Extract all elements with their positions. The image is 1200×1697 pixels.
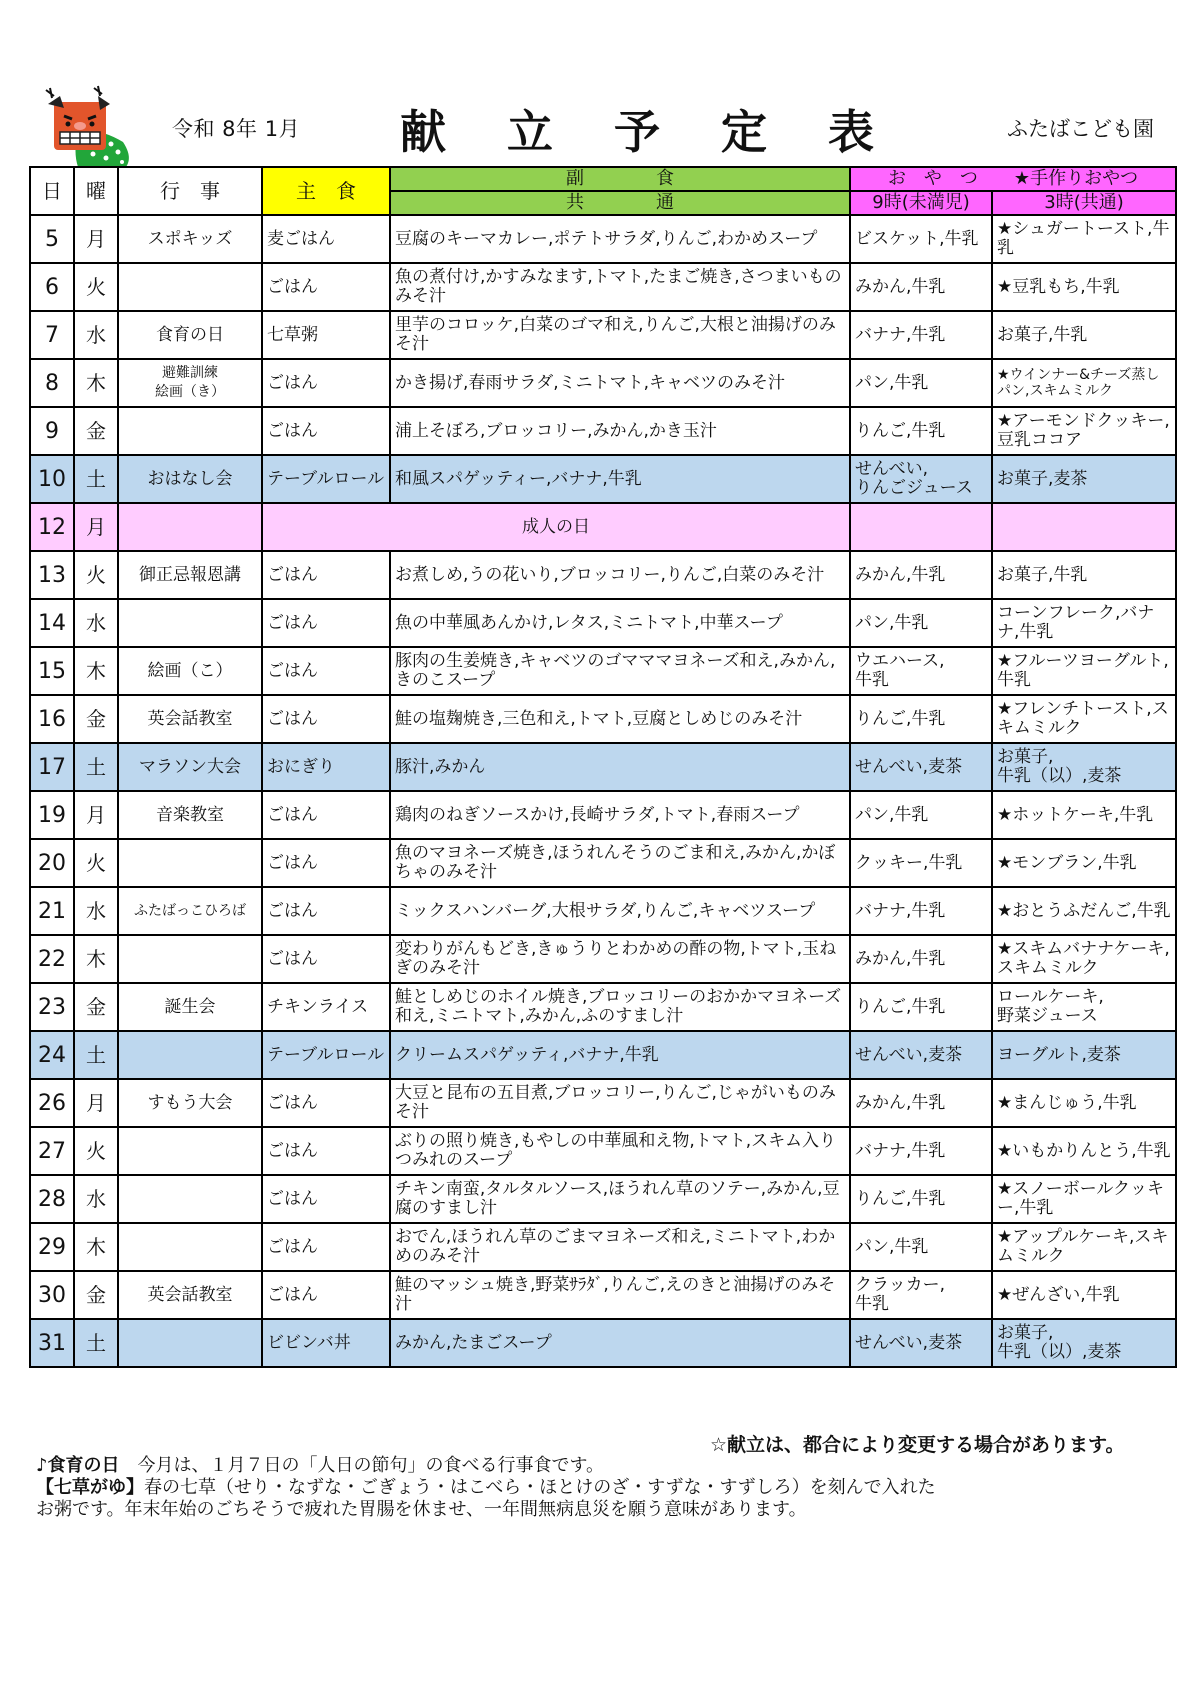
snack-3pm-cell: ★ウインナー&チーズ蒸しパン,スキムミルク xyxy=(992,359,1176,407)
table-row xyxy=(30,599,1176,647)
side-dish-cell: 大豆と昆布の五目煮,ブロッコリー,りんご,じゃがいものみそ汁 xyxy=(390,1079,850,1127)
event-cell: 英会話教室 xyxy=(118,1271,262,1319)
snack-9am-cell: せんべい,麦茶 xyxy=(850,1031,992,1079)
title-char: 定 xyxy=(721,105,767,159)
staple-cell: ビビンバ丼 xyxy=(262,1319,390,1367)
snack-3pm-cell: お菓子, 牛乳（以）,麦茶 xyxy=(992,743,1176,791)
day-cell: 6 xyxy=(30,263,74,311)
event-cell xyxy=(118,407,262,455)
snack-9am-cell: りんご,牛乳 xyxy=(850,695,992,743)
snack-3pm-cell: ★アップルケーキ,スキムミルク xyxy=(992,1223,1176,1271)
table-row xyxy=(30,311,1176,359)
staple-cell: ごはん xyxy=(262,1271,390,1319)
table-row xyxy=(30,551,1176,599)
title-char: 表 xyxy=(828,105,874,159)
day-cell: 29 xyxy=(30,1223,74,1271)
snack-9am-cell xyxy=(850,503,992,551)
day-cell: 22 xyxy=(30,935,74,983)
snack-3pm-cell: ★フレンチトースト,スキムミルク xyxy=(992,695,1176,743)
side-dish-cell: 魚のマヨネーズ焼き,ほうれんそうのごま和え,みかん,かぼちゃのみそ汁 xyxy=(390,839,850,887)
snack-9am-cell: みかん,牛乳 xyxy=(850,1079,992,1127)
snack-3pm-cell: ★おとうふだんご,牛乳 xyxy=(992,887,1176,935)
snack-3pm-cell: ★スノーボールクッキー,牛乳 xyxy=(992,1175,1176,1223)
weekday-cell: 月 xyxy=(74,503,118,551)
notes-line-1 xyxy=(36,1455,936,1477)
weekday-cell: 火 xyxy=(74,551,118,599)
notes-line-3 xyxy=(36,1499,936,1521)
side-dish-cell: 浦上そぼろ,ブロッコリー,みかん,かき玉汁 xyxy=(390,407,850,455)
notes-label-shokuiku: ♪食育の日 xyxy=(36,1455,120,1476)
weekday-cell: 月 xyxy=(74,215,118,263)
weekday-cell: 月 xyxy=(74,1079,118,1127)
event-cell xyxy=(118,935,262,983)
side-dish-cell: 鮭の塩麹焼き,三色和え,トマト,豆腐としめじのみそ汁 xyxy=(390,695,850,743)
snack-3pm-cell: ★シュガートースト,牛乳 xyxy=(992,215,1176,263)
event-cell: 食育の日 xyxy=(118,311,262,359)
snack-3pm-cell: ★豆乳もち,牛乳 xyxy=(992,263,1176,311)
header-day: 日 xyxy=(30,167,74,215)
event-cell: 誕生会 xyxy=(118,983,262,1031)
staple-cell: ごはん xyxy=(262,647,390,695)
snack-3pm-cell: ★いもかりんとう,牛乳 xyxy=(992,1127,1176,1175)
weekday-cell: 金 xyxy=(74,407,118,455)
snack-9am-cell: せんべい,麦茶 xyxy=(850,743,992,791)
weekday-cell: 火 xyxy=(74,263,118,311)
snack-9am-cell: パン,牛乳 xyxy=(850,359,992,407)
event-cell xyxy=(118,1223,262,1271)
side-dish-cell: お煮しめ,うの花いり,ブロッコリー,りんご,白菜のみそ汁 xyxy=(390,551,850,599)
shishimai-mascot-icon xyxy=(38,82,138,172)
side-dish-cell: 鶏肉のねぎソースかけ,長崎サラダ,トマト,春雨スープ xyxy=(390,791,850,839)
weekday-cell: 木 xyxy=(74,359,118,407)
weekday-cell: 木 xyxy=(74,1223,118,1271)
snack-3pm-cell: ロールケーキ, 野菜ジュース xyxy=(992,983,1176,1031)
table-row xyxy=(30,1271,1176,1319)
day-cell: 12 xyxy=(30,503,74,551)
event-cell: 避難訓練 絵画（き） xyxy=(118,359,262,407)
side-dish-cell: おでん,ほうれん草のごまマヨネーズ和え,ミニトマト,わかめのみそ汁 xyxy=(390,1223,850,1271)
weekday-cell: 土 xyxy=(74,1031,118,1079)
staple-cell: ごはん xyxy=(262,839,390,887)
staple-cell: 七草粥 xyxy=(262,311,390,359)
snack-3pm-cell: ★ホットケーキ,牛乳 xyxy=(992,791,1176,839)
day-cell: 19 xyxy=(30,791,74,839)
staple-cell: ごはん xyxy=(262,407,390,455)
staple-cell: ごはん xyxy=(262,887,390,935)
staple-cell: おにぎり xyxy=(262,743,390,791)
snack-9am-cell: パン,牛乳 xyxy=(850,791,992,839)
staple-cell: ごはん xyxy=(262,263,390,311)
side-dish-cell: 鮭のマッシュ焼き,野菜ｻﾗﾀﾞ,りんご,えのきと油揚げのみそ汁 xyxy=(390,1271,850,1319)
weekday-cell: 月 xyxy=(74,791,118,839)
snack-9am-cell: バナナ,牛乳 xyxy=(850,311,992,359)
snack-9am-cell: みかん,牛乳 xyxy=(850,263,992,311)
snack-9am-cell: バナナ,牛乳 xyxy=(850,1127,992,1175)
day-cell: 15 xyxy=(30,647,74,695)
day-cell: 10 xyxy=(30,455,74,503)
table-row xyxy=(30,887,1176,935)
snack-9am-cell: ビスケット,牛乳 xyxy=(850,215,992,263)
day-cell: 17 xyxy=(30,743,74,791)
event-cell: すもう大会 xyxy=(118,1079,262,1127)
side-dish-cell: 和風スパゲッティー,バナナ,牛乳 xyxy=(390,455,850,503)
header-snack3: 3時(共通) xyxy=(992,191,1176,215)
title-char: 立 xyxy=(507,105,553,159)
table-row xyxy=(30,647,1176,695)
staple-cell: ごはん xyxy=(262,935,390,983)
day-cell: 13 xyxy=(30,551,74,599)
table-row xyxy=(30,935,1176,983)
snack-9am-cell: ウエハース, 牛乳 xyxy=(850,647,992,695)
snack-9am-cell: せんべい, りんごジュース xyxy=(850,455,992,503)
title-char: 予 xyxy=(614,105,660,159)
side-dish-cell: クリームスパゲッティ,バナナ,牛乳 xyxy=(390,1031,850,1079)
side-dish-cell: かき揚げ,春雨サラダ,ミニトマト,キャベツのみそ汁 xyxy=(390,359,850,407)
school-name: ふたばこども園 xyxy=(1007,117,1154,141)
page-header xyxy=(0,0,1200,160)
snack-9am-cell: りんご,牛乳 xyxy=(850,407,992,455)
event-cell: ふたばっこひろば xyxy=(118,887,262,935)
header-side-bottom: 共 通 xyxy=(390,191,850,215)
weekday-cell: 土 xyxy=(74,455,118,503)
snack-9am-cell: バナナ,牛乳 xyxy=(850,887,992,935)
menu-table xyxy=(29,166,1177,1368)
snack-9am-cell: せんべい,麦茶 xyxy=(850,1319,992,1367)
header-date: 令和 8年 1月 xyxy=(172,117,301,141)
weekday-cell: 金 xyxy=(74,983,118,1031)
header-staple: 主 食 xyxy=(262,167,390,215)
staple-cell: ごはん xyxy=(262,551,390,599)
staple-cell: テーブルロール xyxy=(262,1031,390,1079)
day-cell: 14 xyxy=(30,599,74,647)
snack-9am-cell: りんご,牛乳 xyxy=(850,1175,992,1223)
table-row xyxy=(30,263,1176,311)
snack-3pm-cell: ★アーモンドクッキー,豆乳ココア xyxy=(992,407,1176,455)
event-cell xyxy=(118,839,262,887)
food-education-notes xyxy=(36,1455,936,1521)
day-cell: 16 xyxy=(30,695,74,743)
snack-3pm-cell: ヨーグルト,麦茶 xyxy=(992,1031,1176,1079)
snack-9am-cell: クッキー,牛乳 xyxy=(850,839,992,887)
day-cell: 28 xyxy=(30,1175,74,1223)
event-cell xyxy=(118,1319,262,1367)
table-row xyxy=(30,1079,1176,1127)
header-dow: 曜 xyxy=(74,167,118,215)
staple-cell: ごはん xyxy=(262,599,390,647)
day-cell: 23 xyxy=(30,983,74,1031)
event-cell xyxy=(118,599,262,647)
side-dish-cell: 鮭としめじのホイル焼き,ブロッコリーのおかかマヨネーズ和え,ミニトマト,みかん,ふのすまし汁 xyxy=(390,983,850,1031)
snack-9am-cell: りんご,牛乳 xyxy=(850,983,992,1031)
snack-3pm-cell: ★フルーツヨーグルト,牛乳 xyxy=(992,647,1176,695)
weekday-cell: 土 xyxy=(74,1319,118,1367)
event-cell: 御正忌報恩講 xyxy=(118,551,262,599)
weekday-cell: 火 xyxy=(74,1127,118,1175)
snack-9am-cell: パン,牛乳 xyxy=(850,599,992,647)
side-dish-cell: ぶりの照り焼き,もやしの中華風和え物,トマト,スキム入りつみれのスープ xyxy=(390,1127,850,1175)
staple-cell: ごはん xyxy=(262,1223,390,1271)
snack-9am-cell: みかん,牛乳 xyxy=(850,551,992,599)
snack-9am-cell: パン,牛乳 xyxy=(850,1223,992,1271)
table-row xyxy=(30,1223,1176,1271)
table-row xyxy=(30,455,1176,503)
side-dish-cell: みかん,たまごスープ xyxy=(390,1319,850,1367)
staple-cell: 麦ごはん xyxy=(262,215,390,263)
day-cell: 20 xyxy=(30,839,74,887)
weekday-cell: 金 xyxy=(74,695,118,743)
side-dish-cell: チキン南蛮,タルタルソース,ほうれん草のソテー,みかん,豆腐のすまし汁 xyxy=(390,1175,850,1223)
table-row xyxy=(30,695,1176,743)
event-cell: 音楽教室 xyxy=(118,791,262,839)
snack-9am-cell: クラッカー, 牛乳 xyxy=(850,1271,992,1319)
table-row xyxy=(30,743,1176,791)
weekday-cell: 水 xyxy=(74,311,118,359)
table-row xyxy=(30,503,1176,551)
table-row xyxy=(30,839,1176,887)
event-cell xyxy=(118,1127,262,1175)
event-cell xyxy=(118,263,262,311)
day-cell: 8 xyxy=(30,359,74,407)
side-dish-cell: 里芋のコロッケ,白菜のゴマ和え,りんご,大根と油揚げのみそ汁 xyxy=(390,311,850,359)
snack-3pm-cell: ★モンブラン,牛乳 xyxy=(992,839,1176,887)
day-cell: 27 xyxy=(30,1127,74,1175)
table-row xyxy=(30,1175,1176,1223)
event-cell: おはなし会 xyxy=(118,455,262,503)
day-cell: 7 xyxy=(30,311,74,359)
day-cell: 26 xyxy=(30,1079,74,1127)
staple-cell: ごはん xyxy=(262,1175,390,1223)
table-row xyxy=(30,1127,1176,1175)
snack-3pm-cell: お菓子,牛乳 xyxy=(992,551,1176,599)
snack-3pm-cell: お菓子,麦茶 xyxy=(992,455,1176,503)
weekday-cell: 水 xyxy=(74,599,118,647)
side-dish-cell: ミックスハンバーグ,大根サラダ,りんご,キャベツスープ xyxy=(390,887,850,935)
notes-text: 春の七草（せり・なずな・ごぎょう・はこべら・ほとけのざ・すずな・すずしろ）を刻んで入れた xyxy=(144,1477,936,1498)
event-cell xyxy=(118,1031,262,1079)
header-snack-top: お や つ ★手作りおやつ xyxy=(850,167,1176,191)
side-dish-cell: 変わりがんもどき,きゅうりとわかめの酢の物,トマト,玉ねぎのみそ汁 xyxy=(390,935,850,983)
staple-cell: テーブルロール xyxy=(262,455,390,503)
table-row xyxy=(30,791,1176,839)
table-row xyxy=(30,407,1176,455)
event-cell: 絵画（こ） xyxy=(118,647,262,695)
event-cell xyxy=(118,1175,262,1223)
snack-3pm-cell: ★まんじゅう,牛乳 xyxy=(992,1079,1176,1127)
header-event: 行 事 xyxy=(118,167,262,215)
notes-text: 今月は、１月７日の「人日の節句」の食べる行事食です。 xyxy=(119,1455,605,1476)
side-dish-cell: 魚の中華風あんかけ,レタス,ミニトマト,中華スープ xyxy=(390,599,850,647)
event-cell: 英会話教室 xyxy=(118,695,262,743)
table-row xyxy=(30,215,1176,263)
day-cell: 24 xyxy=(30,1031,74,1079)
notes-label-nanakusa: 【七草がゆ】 xyxy=(36,1477,144,1498)
staple-cell: ごはん xyxy=(262,1079,390,1127)
event-cell: マラソン大会 xyxy=(118,743,262,791)
day-cell: 30 xyxy=(30,1271,74,1319)
day-cell: 5 xyxy=(30,215,74,263)
change-notice: ☆献立は、都合により変更する場合があります。 xyxy=(710,1434,1125,1456)
side-dish-cell: 豚肉の生姜焼き,キャベツのゴマママヨネーズ和え,みかん,きのこスープ xyxy=(390,647,850,695)
staple-cell: チキンライス xyxy=(262,983,390,1031)
weekday-cell: 水 xyxy=(74,1175,118,1223)
page-title xyxy=(400,96,935,162)
menu-body xyxy=(30,215,1176,1367)
table-row xyxy=(30,1031,1176,1079)
side-dish-cell: 豚汁,みかん xyxy=(390,743,850,791)
weekday-cell: 木 xyxy=(74,647,118,695)
notes-line-2 xyxy=(36,1477,936,1499)
snack-3pm-cell: ★スキムバナナケーキ,スキムミルク xyxy=(992,935,1176,983)
snack-9am-cell: みかん,牛乳 xyxy=(850,935,992,983)
weekday-cell: 土 xyxy=(74,743,118,791)
weekday-cell: 金 xyxy=(74,1271,118,1319)
day-cell: 21 xyxy=(30,887,74,935)
weekday-cell: 火 xyxy=(74,839,118,887)
table-row xyxy=(30,983,1176,1031)
staple-cell: ごはん xyxy=(262,359,390,407)
staple-cell: ごはん xyxy=(262,791,390,839)
day-cell: 31 xyxy=(30,1319,74,1367)
snack-3pm-cell: ★ぜんざい,牛乳 xyxy=(992,1271,1176,1319)
staple-cell: ごはん xyxy=(262,695,390,743)
snack-3pm-cell xyxy=(992,503,1176,551)
staple-cell: ごはん xyxy=(262,1127,390,1175)
event-cell: スポキッズ xyxy=(118,215,262,263)
day-cell: 9 xyxy=(30,407,74,455)
header-snack9: 9時(未満児) xyxy=(850,191,992,215)
side-dish-cell: 魚の煮付け,かすみなます,トマト,たまご焼き,さつまいものみそ汁 xyxy=(390,263,850,311)
header-side-top: 副 食 xyxy=(390,167,850,191)
event-cell xyxy=(118,503,262,551)
weekday-cell: 水 xyxy=(74,887,118,935)
table-row xyxy=(30,359,1176,407)
weekday-cell: 木 xyxy=(74,935,118,983)
side-dish-cell: 豆腐のキーマカレー,ポテトサラダ,りんご,わかめスープ xyxy=(390,215,850,263)
table-row xyxy=(30,1319,1176,1367)
snack-3pm-cell: コーンフレーク,バナナ,牛乳 xyxy=(992,599,1176,647)
holiday-cell: 成人の日 xyxy=(262,503,850,551)
notes-text: お粥です。年末年始のごちそうで疲れた胃腸を休ませ、一年間無病息災を願う意味があります。 xyxy=(36,1499,807,1520)
title-char: 献 xyxy=(400,105,446,159)
snack-3pm-cell: お菓子, 牛乳（以）,麦茶 xyxy=(992,1319,1176,1367)
snack-3pm-cell: お菓子,牛乳 xyxy=(992,311,1176,359)
